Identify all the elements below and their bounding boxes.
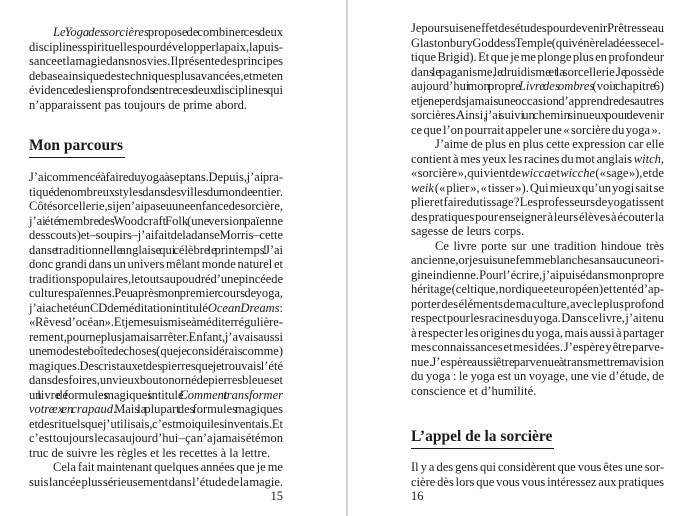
text-line — [411, 224, 664, 239]
text-line — [29, 286, 283, 301]
text-segment: « sorcière », qui vient de — [411, 166, 522, 180]
text-segment: (voir chapitre 6) — [594, 79, 664, 93]
text-segment: donc grandi dans un univers mêlant monde naturel et — [29, 257, 283, 271]
text-segment: Je poursuis en effet des études pour devenir Prêtresse au — [411, 21, 664, 35]
italic-text: Comment transformer — [179, 387, 283, 402]
text-line — [29, 243, 283, 258]
text-segment: j’ai été membre des Woodcraft Folk (une version païenne — [29, 213, 283, 228]
text-line — [411, 340, 664, 355]
text-segment: propose de combiner ces deux — [148, 25, 284, 39]
text-segment: évidence des liens profonds entre ces deux disciplines qui — [29, 83, 283, 97]
text-segment: et des rituels que j’utilisais, c’est moi qui les inventais. Et — [29, 416, 283, 431]
italic-text: Ocean Dreams — [207, 300, 280, 315]
text-segment: (« plier », « tisser »). Qui mieux qu’un yogi sait se — [433, 180, 664, 195]
text-segment: danse traditionnelle anglaise qui célèbre le printemps ! J’ai — [29, 242, 283, 257]
text-segment: et — [550, 166, 561, 180]
body-text — [411, 21, 664, 398]
text-segment: à respecter les origines du yoga, mais aussi à partager — [411, 325, 664, 340]
italic-text: votre ex en crapaud — [29, 402, 113, 416]
text-line — [29, 344, 283, 359]
text-line — [29, 330, 283, 345]
italic-text: witch — [633, 151, 661, 166]
text-segment: respect pour les racines du yoga. Dans ce livre, j’ai tenu — [411, 311, 664, 325]
text-line — [411, 108, 664, 123]
italic-text: Livre des ombres — [518, 79, 595, 93]
text-segment: sagesse de leurs corps. — [411, 224, 525, 238]
text-line — [411, 268, 664, 283]
text-line — [29, 475, 283, 490]
text-segment: sorcières. Ainsi, j’ai suivi un chemin sinueux pour devenir — [411, 108, 664, 122]
text-line — [411, 21, 664, 36]
text-segment: c’est toujours le cas aujourd’hui – ça n’a jamais été mon — [29, 431, 283, 445]
text-segment: suis lancée plus sérieusement dans l’étude de la magie. — [29, 474, 283, 489]
text-line — [29, 301, 283, 316]
text-segment: traditions populaires, le tout saupoudré d’une pincée de — [29, 271, 283, 286]
text-segment: Ce livre porte sur une tradition hindoue très — [435, 238, 664, 253]
text-line — [411, 311, 664, 326]
text-segment: des scouts) et – soupirs – j’ai fait de la danse Morris – cette — [29, 228, 283, 242]
text-segment: , — [660, 151, 664, 166]
text-segment: sance et la magie dans nos vies. Il présente des principes — [29, 54, 283, 68]
text-segment: de base ainsi que des techniques plus avancées, et met en — [29, 68, 283, 83]
italic-text: wicche — [560, 166, 596, 180]
text-segment: des pratiques pour enseigner à leurs élèves à écouter la — [411, 209, 664, 224]
text-segment: (« sage »), et de — [595, 166, 664, 180]
text-segment: J’ai commencé à faire du yoga à sept ans. Depuis, j’ai pra- — [29, 170, 283, 184]
text-segment: nue. J’espère aussi être parvenue à transmettre ma vision — [411, 354, 664, 369]
text-segment: aujourd’hui mon propre — [411, 79, 519, 93]
text-segment: . Mais la plupart des formules magiques — [113, 402, 283, 416]
text-line — [29, 417, 283, 432]
text-segment: tiqué de nombreux styles dans des villes du monde entier. — [29, 184, 283, 199]
text-line — [29, 460, 283, 475]
section-heading-mon-parcours: Mon parcours — [29, 137, 125, 158]
body-text — [29, 170, 283, 489]
text-line — [29, 431, 283, 446]
paragraph — [29, 170, 283, 460]
text-segment: n’apparaissent pas toujours de prime abord. — [29, 97, 247, 112]
text-segment: du yoga : le yoga est un voyage, une vie d’étude, de — [411, 369, 664, 383]
text-segment: Il y a des gens qui considèrent que vous êtes une sor- — [411, 460, 664, 474]
text-line — [29, 402, 283, 417]
intro-paragraph — [29, 25, 283, 112]
text-segment: J’aime de plus en plus cette expression car elle — [435, 137, 664, 151]
text-line — [29, 359, 283, 374]
text-segment: conscience et d’humilité. — [411, 383, 537, 398]
right-page — [348, 0, 700, 516]
text-segment: Cela fait maintenant quelques années que je me — [53, 460, 283, 474]
text-line — [411, 50, 664, 65]
text-line — [29, 69, 283, 84]
text-line — [411, 152, 664, 167]
italic-text: Le Yoga des sorcières — [53, 25, 149, 39]
paragraph — [29, 460, 283, 489]
text-line — [411, 94, 664, 109]
text-line — [29, 388, 283, 403]
text-segment: héritage (celtique, nordique et européen) et tenté d’ap- — [411, 282, 664, 296]
text-line — [411, 460, 664, 475]
text-line — [29, 54, 283, 69]
text-segment: ce que l’on pourrait appeler une « sorcière du yoga ». — [411, 122, 661, 137]
text-line — [411, 79, 664, 94]
text-line — [411, 282, 664, 297]
section-heading-block — [29, 137, 283, 158]
text-segment: cière dès lors que vous vous intéressez aux pratiques — [411, 474, 664, 489]
text-line — [411, 195, 664, 210]
text-segment: truc de suivre les règles et les recettes à la lettre. — [29, 445, 271, 460]
paragraph — [411, 460, 664, 489]
text-segment: cultures païennes. Peu après mon premier cours de yoga, — [29, 286, 283, 300]
text-segment: plier et faire du tissage ? Les professeurs de yoga tissent — [411, 195, 664, 209]
text-segment: : — [279, 300, 283, 315]
section-heading-appel-sorciere: L’appel de la sorcière — [411, 428, 554, 449]
text-line — [29, 228, 283, 243]
text-segment: disciplines spirituelles pour développer la paix, la puis- — [29, 39, 283, 54]
paragraph — [411, 239, 664, 399]
text-segment: rement, pour ne plus jamais arrêter. Enfant, j’avais aussi — [29, 329, 283, 344]
text-segment: Glastonbury Goddess Temple (qui vénère la déesse cel- — [411, 35, 664, 50]
text-segment: Côté sorcellerie, si je n’ai pas eu une enfance de sorcière, — [29, 199, 283, 213]
text-segment: « Rêves d’océan ». Et je me suis mise à méditer régulière- — [29, 315, 283, 329]
text-line — [29, 315, 283, 330]
text-line — [411, 297, 664, 312]
text-segment: magiques. Des cristaux et des pierres que je trouvais l’été — [29, 358, 283, 373]
text-line — [29, 272, 283, 287]
text-line — [29, 185, 283, 200]
text-segment: mes connaissances et mes idées. J’espère y être parve- — [411, 340, 664, 354]
text-line — [29, 170, 283, 185]
text-segment: et je ne perds jamais une occasion d’apprendre des autres — [411, 93, 664, 108]
text-segment: dans des foires, un vieux bouton orné de pierres bleues et — [29, 373, 283, 387]
paragraph — [411, 21, 664, 137]
text-segment: dans le paganisme, le druidisme et la sorcellerie. Je possède — [411, 64, 664, 79]
text-line — [411, 239, 664, 254]
text-line — [411, 36, 664, 51]
text-segment: un livre de formules magiques intitulé — [29, 387, 180, 402]
paragraph — [411, 137, 664, 239]
text-line — [411, 369, 664, 384]
text-line — [29, 98, 283, 113]
text-line — [411, 123, 664, 138]
text-line — [29, 257, 283, 272]
text-line — [411, 384, 664, 399]
page-number: 15 — [270, 489, 283, 503]
text-segment: ancienne, or je suis une femme blanche sans aucune ori- — [411, 253, 664, 267]
text-line — [29, 446, 283, 461]
italic-text: weik — [411, 180, 434, 195]
text-line — [411, 137, 664, 152]
left-page — [0, 0, 346, 516]
text-segment: tique Brigid). Et que je me plonge plus en profondeur — [411, 50, 664, 64]
text-segment: gine indienne. Pour l’écrire, j’ai puisé dans mon propre — [411, 267, 664, 282]
text-line — [411, 166, 664, 181]
text-line — [411, 65, 664, 80]
text-segment: porter des éléments de ma culture, avec le plus profond — [411, 296, 664, 311]
page-number: 16 — [411, 489, 424, 503]
text-line — [29, 83, 283, 98]
section-heading-block — [411, 428, 664, 449]
text-line — [29, 199, 283, 214]
italic-text: wicca — [521, 166, 551, 180]
text-line — [29, 25, 283, 40]
text-line — [411, 210, 664, 225]
text-line — [411, 326, 664, 341]
text-segment: contient à mes yeux les racines du mot anglais — [411, 151, 634, 166]
text-line — [29, 40, 283, 55]
text-line — [411, 355, 664, 370]
text-line — [411, 253, 664, 268]
text-line — [411, 181, 664, 196]
text-line — [29, 373, 283, 388]
text-line — [29, 214, 283, 229]
text-segment: une modeste boîte de choses (que je considérais comme) — [29, 344, 283, 358]
text-line — [411, 475, 664, 490]
text-segment: j’ai acheté un CD de méditation intitulé — [29, 300, 208, 315]
